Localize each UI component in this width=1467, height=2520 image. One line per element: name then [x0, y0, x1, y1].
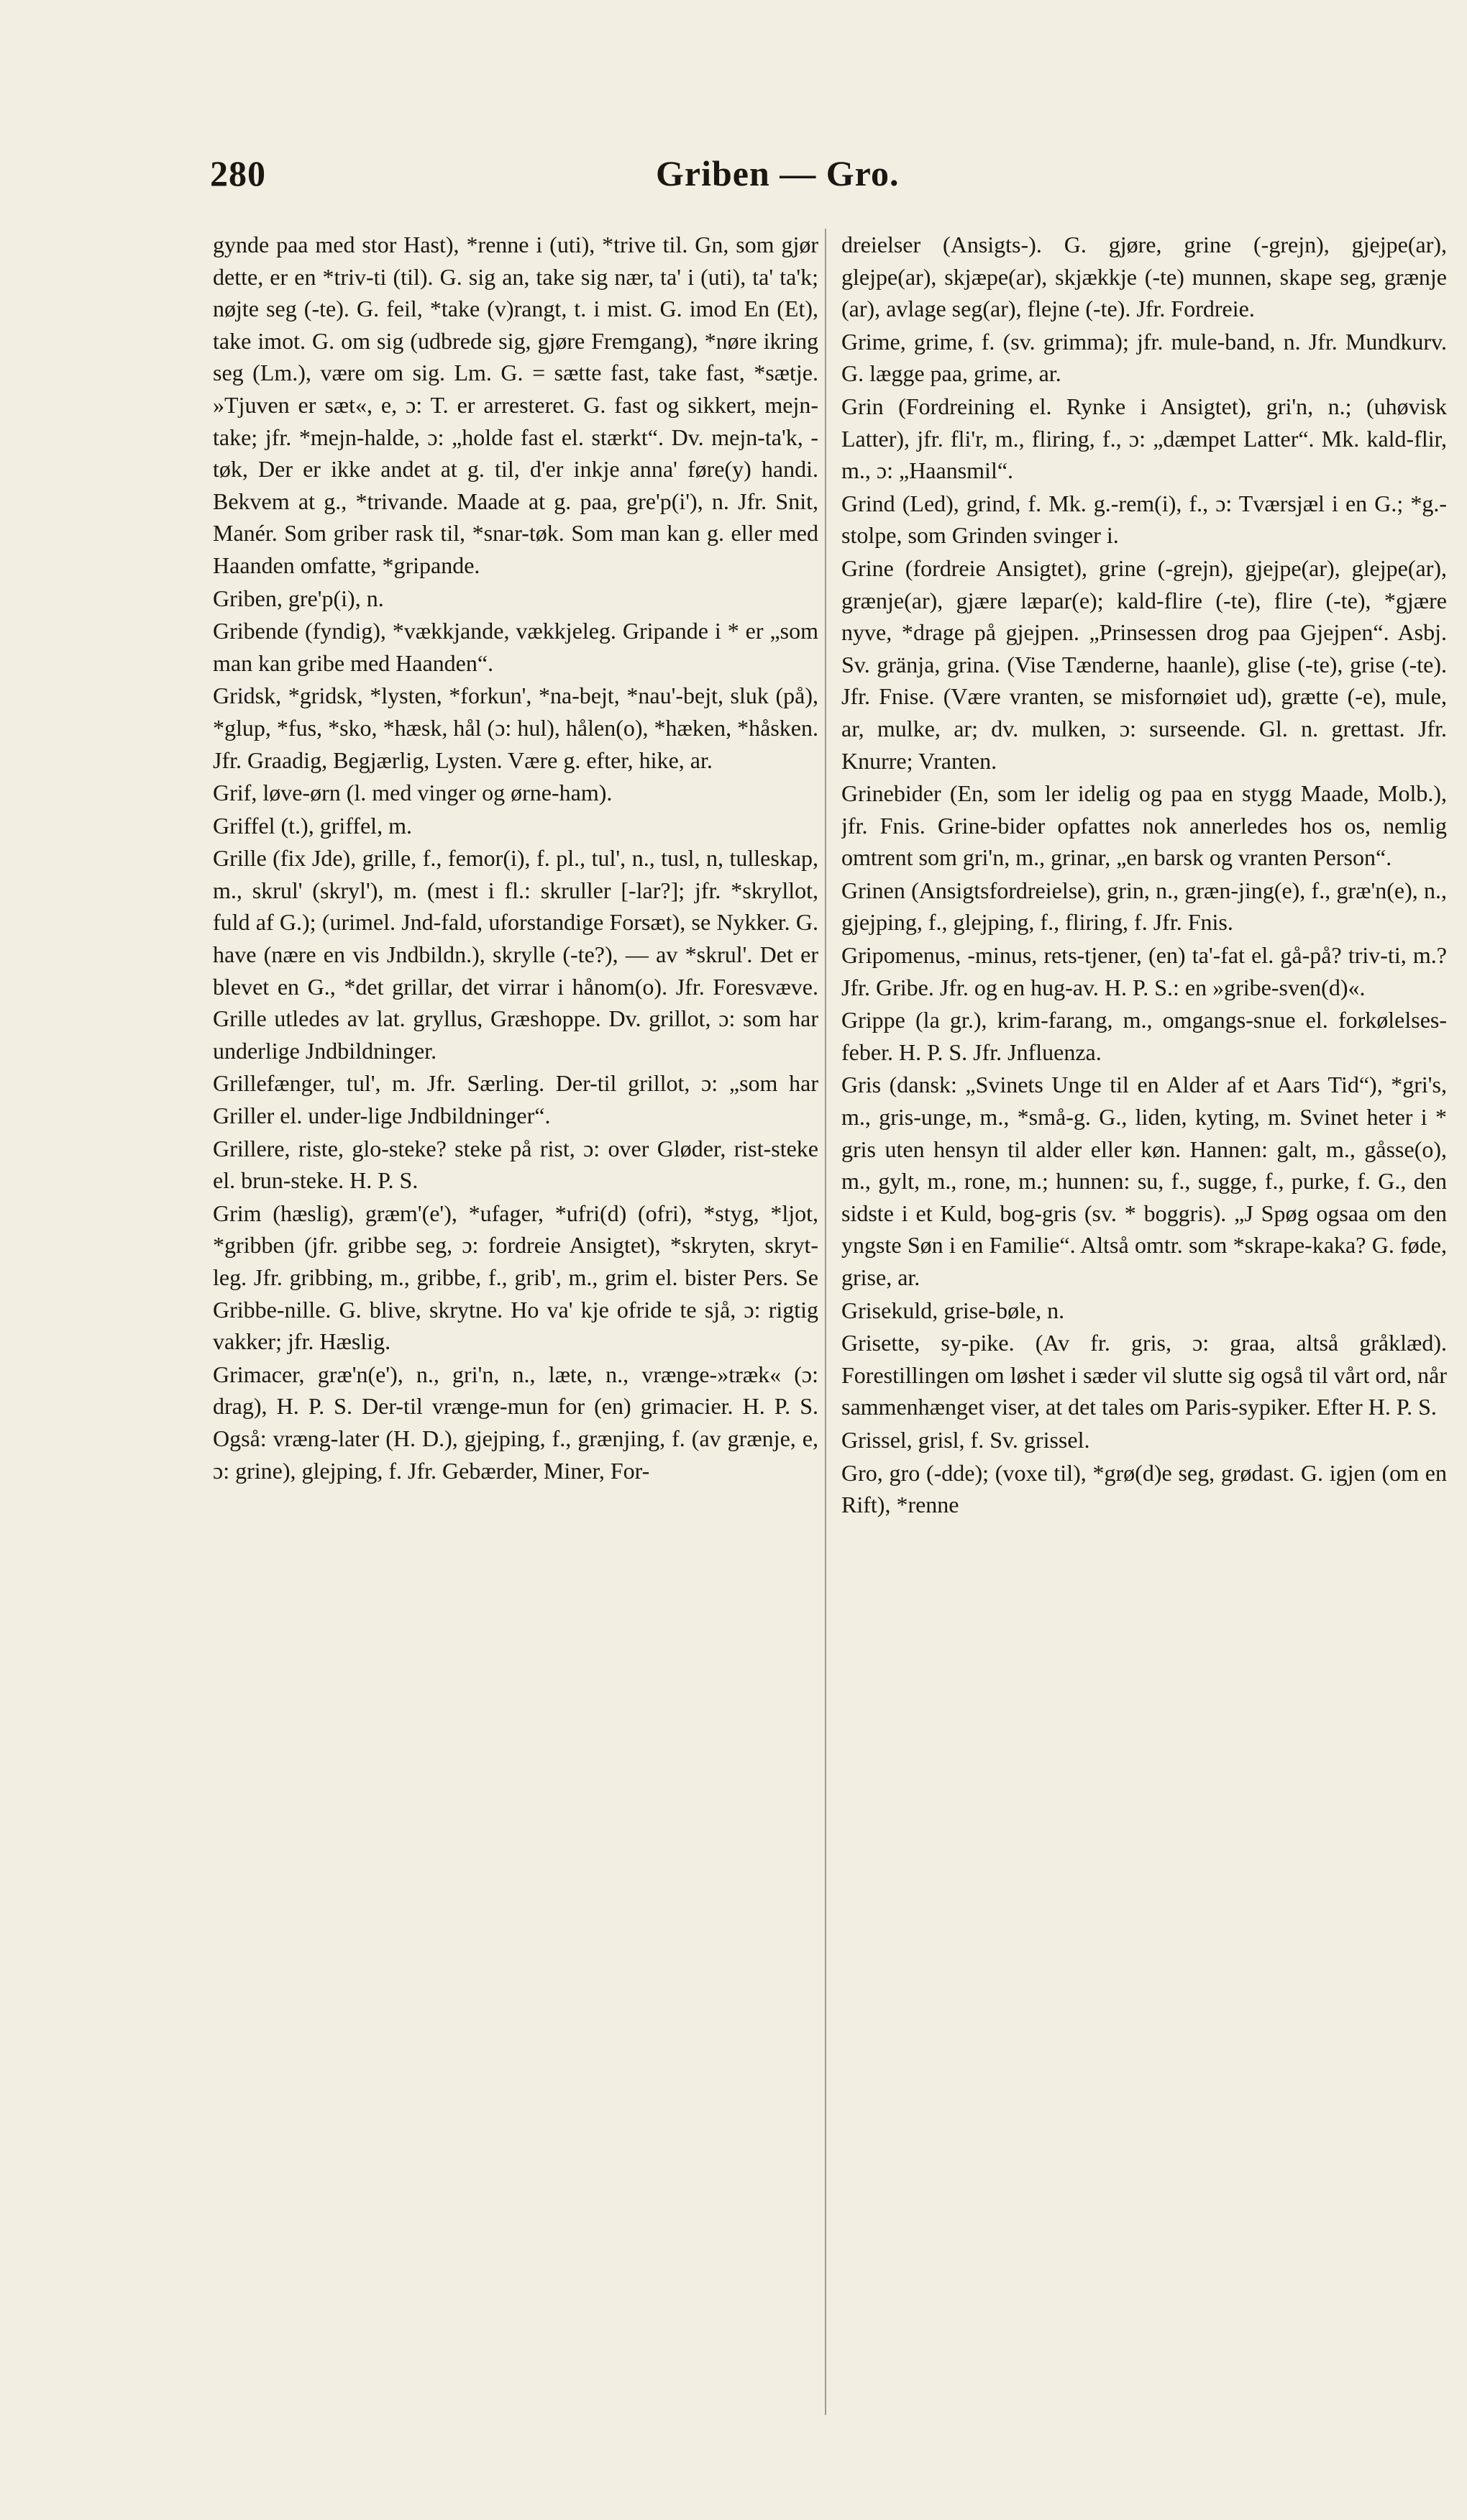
entry: Grillefænger, tul', m. Jfr. Særling. Der-til grillot, ɔ: „som har Griller el. under-lige Jndbildninger“. — [213, 1070, 818, 1129]
entry: Grin (Fordreining el. Rynke i Ansigtet), gri'n, n.; (uhøvisk Latter), jfr. fli'r, m., fliring, f., ɔ: „dæmpet Latter“. Mk. kald-flir, m., ɔ: „Haansmil“. — [841, 393, 1447, 484]
entry: Grisette, sy-pike. (Av fr. gris, ɔ: graa, altså gråklæd). Forestillingen om løshet i sæder vil slutte sig også til vårt ord, når sammenhænget viser, at det tales om Paris-sypiker. Efter H. P. S. — [841, 1330, 1447, 1420]
column-divider — [825, 229, 826, 2415]
entry: Grind (Led), grind, f. Mk. g.-rem(i), f., ɔ: Tværsjæl i en G.; *g.-stolpe, som Grinden svinger i. — [841, 490, 1447, 549]
entry: Gro, gro (-dde); (voxe til), *grø(d)e seg, grødast. G. igjen (om en Rift), *renne — [841, 1459, 1447, 1518]
entry: gynde paa med stor Hast), *renne i (uti), *trive til. Gn, som gjør dette, er en *triv-ti (til). G. sig an, take sig nær, ta' i (uti), ta' ta'k; nøjte seg (-te). G. feil, *take (v)rangt, t. i mist. G. imod En (Et), take imot. G. om sig (udbrede sig, gjøre Fremgang), *nøre ikring seg (Lm.), være om sig. Lm. G. = sætte fast, take fast, *sætje. »Tjuven er sæt«, e, ɔ: T. er arresteret. G. fast og sikkert, mejn-take; jfr. *mejn-halde, ɔ: „holde fast el. stærkt“. Dv. mejn-ta'k, -tøk, Der er ikke andet at g. til, d'er inkje anna' føre(y) handi. Bekvem at g., *trivande. Maade at g. paa, gre'p(i'), n. Jfr. Snit, Manér. Som griber rask til, *snar-tøk. Som man kan g. eller med Haanden omfatte, *gripande. — [213, 232, 818, 578]
entry: Grinen (Ansigtsfordreielse), grin, n., græn-jing(e), f., græ'n(e), n., gjejping, f., glejping, f., fliring, f. Jfr. Fnis. — [841, 877, 1447, 936]
entry: Gris (dansk: „Svinets Unge til en Alder af et Aars Tid“), *gri's, m., gris-unge, m., *små-g. G., liden, kyting, m. Svinet heter i * gris uten hensyn til alder eller køn. Hannen: galt, m., gåsse(o), m., gylt, m., rone, m.; hunnen: su, f., sugge, f., purke, f. G., den sidste i et Kuld, bog-gris (sv. * boggris). „J Spøg ogsaa om den yngste Søn i en Familie“. Altså omtr. som *skrape-kaka? G. føde, grise, ar. — [841, 1072, 1447, 1290]
entry: Grime, grime, f. (sv. grimma); jfr. mule-band, n. Jfr. Mundkurv. G. lægge paa, grime, ar. — [841, 328, 1447, 387]
entry: dreielser (Ansigts-). G. gjøre, grine (-grejn), gjejpe(ar), glejpe(ar), skjæpe(ar), skjækkje (-te) munnen, skape seg, grænje (ar), avlage seg(ar), flejne (-te). Jfr. Fordreie. — [841, 232, 1447, 322]
entry: Gribende (fyndig), *vækkjande, vækkjeleg. Gripande i * er „som man kan gribe med Haanden“. — [213, 618, 818, 676]
running-head: Griben — Gro. — [656, 153, 900, 193]
left-column — [213, 229, 818, 2429]
entry: Griffel (t.), griffel, m. — [213, 812, 412, 839]
entry: Grinebider (En, som ler idelig og paa en stygg Maade, Molb.), jfr. Fnis. Grine-bider opfattes nok annerledes hos os, nemlig omtrent som gri'n, m., grinar, „en barsk og vranten Person“. — [841, 780, 1447, 871]
entry: Grisekuld, grise-bøle, n. — [841, 1297, 1065, 1323]
entry: Grillere, riste, glo-steke? steke på rist, ɔ: over Gløder, rist-steke el. brun-steke. H. P. S. — [213, 1135, 818, 1194]
entry: Grille (fix Jde), grille, f., femor(i), f. pl., tul', n., tusl, n, tulleskap, m., skrul' (skryl'), m. (mest i fl.: skruller [-lar?]; jfr. *skryllot, fuld af G.); (urimel. Jnd-fald, uforstandige Forsæt), se Nykker. G. have (nære en vis Jndbildn.), skrylle (-te?), — av *skrul'. Det er blevet en G., *det grillar, det virrar i hånom(o). Jfr. Foresvæve. Grille utledes av lat. gryllus, Græshoppe. Dv. grillot, ɔ: som har underlige Jndbildninger. — [213, 845, 818, 1064]
entry: Grippe (la gr.), krim-farang, m., omgangs-snue el. forkølelses-feber. H. P. S. Jfr. Jnfluenza. — [841, 1007, 1447, 1065]
entry: Grine (fordreie Ansigtet), grine (-grejn), gjejpe(ar), glejpe(ar), grænje(ar), gjære læpar(e); kald-flire (-te), flire (-te), *gjære nyve, *drage på gjejpen. „Prinsessen drog paa Gjejpen“. Asbj. Sv. gränja, grina. (Vise Tænderne, haanle), glise (-te), grise (-te). Jfr. Fnise. (Være vranten, se misfornøiet ud), grætte (-e), mule, ar, mulke, ar; dv. mulken, ɔ: surseende. Gl. n. grettast. Jfr. Knurre; Vranten. — [841, 554, 1447, 774]
entry: Grif, løve-ørn (l. med vinger og ørne-ham). — [213, 780, 613, 806]
entry: Grimacer, græ'n(e'), n., gri'n, n., læte, n., vrænge-»træk« (ɔ: drag), H. P. S. Der-til vrænge-mun for (en) grimacier. H. P. S. Også: vræng-later (H. D.), gjejping, f., grænjing, f. (av grænje, e, ɔ: grine), glejping, f. Jfr. Gebærder, Miner, For- — [213, 1361, 818, 1484]
entry: Gridsk, *gridsk, *lysten, *forkun', *na-bejt, *nau'-bejt, sluk (på), *glup, *fus, *sko, *hæsk, hål (ɔ: hul), hålen(o), *hæken, *håsken. Jfr. Graadig, Begjærlig, Lysten. Være g. efter, hike, ar. — [213, 682, 818, 773]
page-header — [210, 152, 1447, 210]
page-number: 280 — [210, 153, 266, 193]
entry: Griben, gre'p(i), n. — [213, 585, 384, 611]
right-column — [841, 229, 1447, 2429]
entry: Grissel, grisl, f. Sv. grissel. — [841, 1426, 1090, 1453]
entry: Gripomenus, -minus, rets-tjener, (en) ta'-fat el. gå-på? triv-ti, m.? Jfr. Gribe. Jfr. og en hug-av. H. P. S.: en »gribe-sven(d)«. — [841, 942, 1447, 1000]
entry: Grim (hæslig), græm'(e'), *ufager, *ufri(d) (ofri), *styg, *ljot, *gribben (jfr. gribbe seg, ɔ: fordreie Ansigtet), *skryten, skryt-leg. Jfr. gribbing, m., gribbe, f., grib', m., grim el. bister Pers. Se Gribbe-nille. G. blive, skrytne. Ho va' kje ofride te sjå, ɔ: rigtig vakker; jfr. Hæslig. — [213, 1200, 818, 1355]
